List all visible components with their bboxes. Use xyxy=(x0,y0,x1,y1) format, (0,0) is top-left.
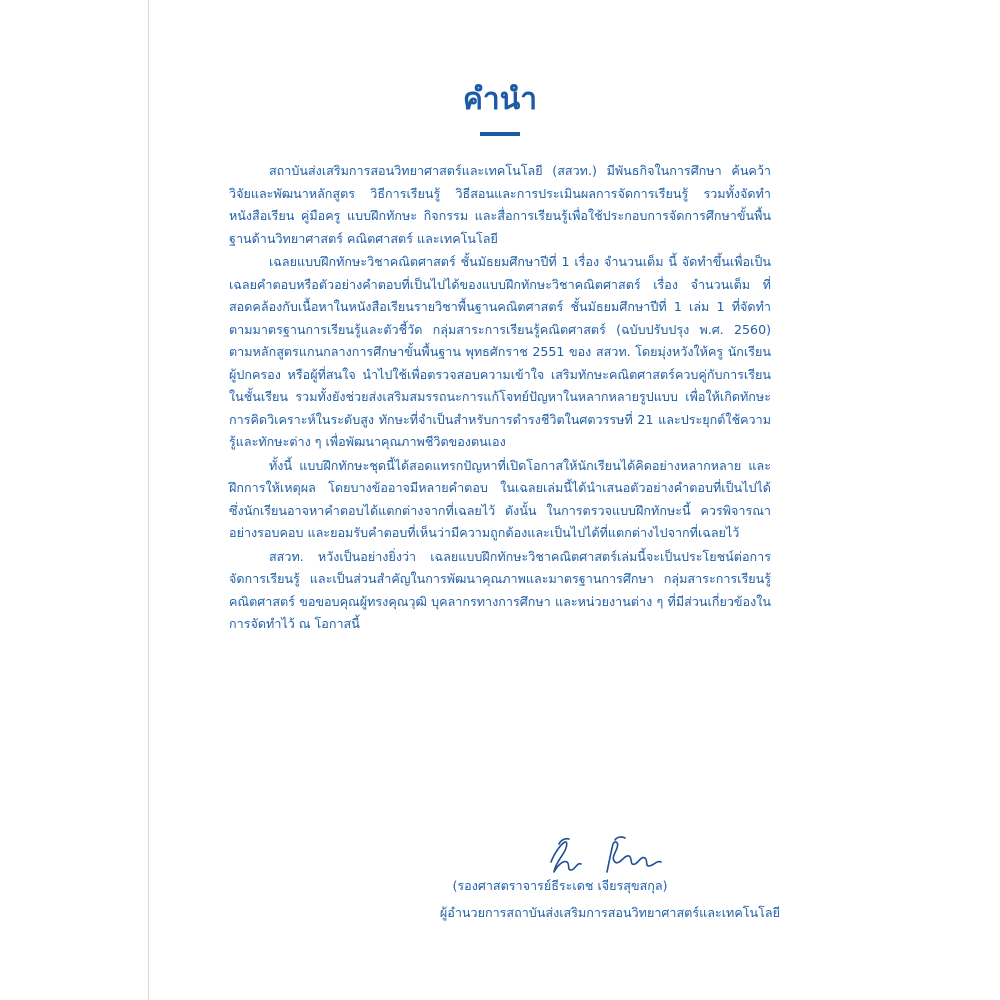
paragraph-2: เฉลยแบบฝึกทักษะวิชาคณิตศาสตร์ ชั้นมัธยมศึกษาปีที่ 1 เรื่อง จำนวนเต็ม นี้ จัดทำขึ้นเพื่อเป็นเฉลยคำตอบหรือตัวอย่างคำตอบที่เป็นไปได้ของแบบฝึกทักษะวิชาคณิตศาสตร์ เรื่อง จำนวนเต็ม ที่สอดคล้องกับเนื้อหาในหนังสือเรียนรายวิชาพื้นฐานคณิตศาสตร์ ชั้นมัธยมศึกษาปีที่ 1 เล่ม 1 ที่จัดทำตามมาตรฐานการเรียนรู้และตัวชี้วัด กลุ่มสาระการเรียนรู้คณิตศาสตร์ (ฉบับปรับปรุง พ.ศ. 2560) ตามหลักสูตรแกนกลางการศึกษาขั้นพื้นฐาน พุทธศักราช 2551 ของ สสวท. โดยมุ่งหวังให้ครู นักเรียน ผู้ปกครอง หรือผู้ที่สนใจ นำไปใช้เพื่อตรวจสอบความเข้าใจ เสริมทักษะคณิตศาสตร์ควบคู่กับการเรียนในชั้นเรียน รวมทั้งยังช่วยส่งเสริมสมรรถนะการแก้โจทย์ปัญหาในหลากหลายรูปแบบ เพื่อให้เกิดทักษะการคิดวิเคราะห์ในระดับสูง ทักษะที่จำเป็นสำหรับการดำรงชีวิตในศตวรรษที่ 21 และประยุกต์ใช้ความรู้และทักษะต่าง ๆ เพื่อพัฒนาคุณภาพชีวิตของตนเอง xyxy=(229,254,771,449)
paragraph-3: ทั้งนี้ แบบฝึกทักษะชุดนี้ได้สอดแทรกปัญหาที่เปิดโอกาสให้นักเรียนได้คิดอย่างหลากหลาย และฝึกการให้เหตุผล โดยบางข้ออาจมีหลายคำตอบ ในเฉลยเล่มนี้ได้นำเสนอตัวอย่างคำตอบที่เป็นไปได้ ซึ่งนักเรียนอาจหาคำตอบได้แตกต่างจากที่เฉลยไว้ ดังนั้น ในการตรวจแบบฝึกทักษะนี้ ควรพิจารณาอย่างรอบคอบ และยอมรับคำตอบที่เห็นว่ามีความถูกต้องและเป็นไปได้ที่แตกต่างไปจากที่เฉลยไว้ xyxy=(229,457,771,540)
page-edge-line xyxy=(148,0,149,1000)
paragraph-4: สสวท. หวังเป็นอย่างยิ่งว่า เฉลยแบบฝึกทักษะวิชาคณิตศาสตร์เล่มนี้จะเป็นประโยชน์ต่อการจัดการเรียนรู้ และเป็นส่วนสำคัญในการพัฒนาคุณภาพและมาตรฐานการศึกษา กลุ่มสาระการเรียนรู้คณิตศาสตร์ ขอขอบคุณผู้ทรงคุณวุฒิ บุคลากรทางการศึกษา และหน่วยงานต่าง ๆ ที่มีส่วนเกี่ยวข้องในการจัดทำไว้ ณ โอกาสนี้ xyxy=(229,548,771,631)
signer-position: ผู้อำนวยการสถาบันส่งเสริมการสอนวิทยาศาสตร์และเทคโนโลยี xyxy=(439,905,780,920)
paragraph-1: สถาบันส่งเสริมการสอนวิทยาศาสตร์และเทคโนโลยี (สสวท.) มีพันธกิจในการศึกษา ค้นคว้า วิจัยและพัฒนาหลักสูตร วิธีการเรียนรู้ วิธีสอนและการประเมินผลการจัดการเรียนรู้ รวมทั้งจัดทำหนังสือเรียน คู่มือครู แบบฝึกทักษะ กิจกรรม และสื่อการเรียนรู้เพื่อใช้ประกอบการจัดการศึกษาขั้นพื้นฐานด้านวิทยาศาสตร์ คณิตศาสตร์ และเทคโนโลยี xyxy=(229,163,771,246)
preface-body xyxy=(229,160,771,637)
page-title: คำนำ xyxy=(462,82,538,117)
title-underline xyxy=(480,132,520,136)
signer-name: (รองศาสตราจารย์ธีระเดช เจียรสุขสกุล) xyxy=(452,878,668,893)
